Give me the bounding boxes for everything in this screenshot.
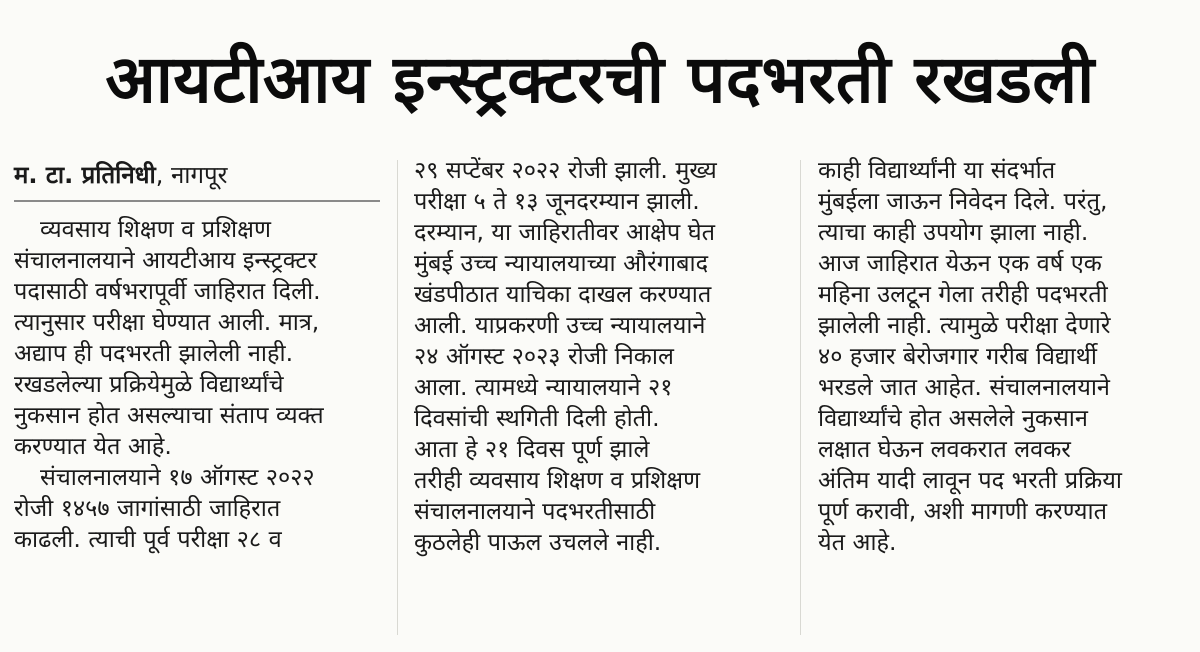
- article-column-1: [14, 160, 380, 555]
- text-line: रोजी १४५७ जागांसाठी जाहिरात: [14, 494, 281, 522]
- text-line: संचालनालयाने १७ ऑगस्ट २०२२: [40, 463, 315, 491]
- article-column-2: [414, 155, 784, 558]
- text-line: पदासाठी वर्षभरापूर्वी जाहिरात दिली.: [14, 277, 321, 305]
- column-divider: [800, 160, 801, 635]
- text-line: भरडले जात आहेत. संचालनालयाने: [818, 373, 1110, 401]
- text-line: आता हे २१ दिवस पूर्ण झाले: [414, 435, 650, 463]
- text-line: झालेली नाही. त्यामुळे परीक्षा देणारे: [818, 311, 1111, 339]
- byline: [14, 160, 380, 192]
- article-column-3: [818, 155, 1188, 558]
- text-line: खंडपीठात याचिका दाखल करण्यात: [414, 280, 712, 308]
- text-line: रखडलेल्या प्रक्रियेमुळे विद्यार्थ्यांचे: [14, 370, 284, 398]
- text-line: मुंबईला जाऊन निवेदन दिले. परंतु,: [818, 187, 1108, 215]
- byline-source: म. टा. प्रतिनिधी: [14, 161, 156, 189]
- text-line: त्याचा काही उपयोग झाला नाही.: [818, 218, 1089, 246]
- text-line: व्यवसाय शिक्षण व प्रशिक्षण: [40, 215, 271, 243]
- text-line: २९ सप्टेंबर २०२२ रोजी झाली. मुख्य: [414, 156, 717, 184]
- text-line: ४० हजार बेरोजगार गरीब विद्यार्थी: [818, 342, 1097, 370]
- text-line: त्यानुसार परीक्षा घेण्यात आली. मात्र,: [14, 308, 320, 336]
- headline: आयटीआय इन्स्ट्रक्टरची पदभरती रखडली: [105, 41, 1095, 118]
- text-line: काढली. त्याची पूर्व परीक्षा २८ व: [14, 525, 282, 553]
- text-line: येत आहे.: [818, 528, 897, 556]
- text-line: परीक्षा ५ ते १३ जूनदरम्यान झाली.: [414, 187, 700, 215]
- text-line: काही विद्यार्थ्यांनी या संदर्भात: [818, 156, 1056, 184]
- text-line: पूर्ण करावी, अशी मागणी करण्यात: [818, 497, 1107, 525]
- byline-place: नागपूर: [170, 161, 228, 189]
- text-line: २४ ऑगस्ट २०२३ रोजी निकाल: [414, 342, 674, 370]
- text-line: दिवसांची स्थगिती दिली होती.: [414, 404, 660, 432]
- text-line: मुंबई उच्च न्यायालयाच्या औरंगाबाद: [414, 249, 709, 277]
- text-line: कुठलेही पाऊल उचलले नाही.: [414, 528, 662, 556]
- byline-rule: [14, 200, 380, 202]
- text-line: नुकसान होत असल्याचा संताप व्यक्त: [14, 401, 324, 429]
- text-line: संचालनालयाने आयटीआय इन्स्ट्रक्टर: [14, 246, 317, 274]
- byline-separator: ,: [155, 161, 171, 189]
- column-divider: [397, 160, 398, 635]
- text-line: अंतिम यादी लावून पद भरती प्रक्रिया: [818, 466, 1122, 494]
- text-line: आला. त्यामध्ये न्यायालयाने २१: [414, 373, 673, 401]
- text-line: करण्यात येत आहे.: [14, 432, 172, 460]
- text-line: संचालनालयाने पदभरतीसाठी: [414, 497, 656, 525]
- text-line: आज जाहिरात येऊन एक वर्ष एक: [818, 249, 1102, 277]
- text-line: आली. याप्रकरणी उच्च न्यायालयाने: [414, 311, 706, 339]
- text-line: विद्यार्थ्यांचे होत असलेले नुकसान: [818, 404, 1088, 432]
- text-line: तरीही व्यवसाय शिक्षण व प्रशिक्षण: [414, 466, 701, 494]
- text-line: महिना उलटून गेला तरीही पदभरती: [818, 280, 1108, 308]
- text-line: लक्षात घेऊन लवकरात लवकर: [818, 435, 1071, 463]
- text-line: अद्याप ही पदभरती झालेली नाही.: [14, 339, 294, 367]
- text-line: दरम्यान, या जाहिरातीवर आक्षेप घेत: [414, 218, 715, 246]
